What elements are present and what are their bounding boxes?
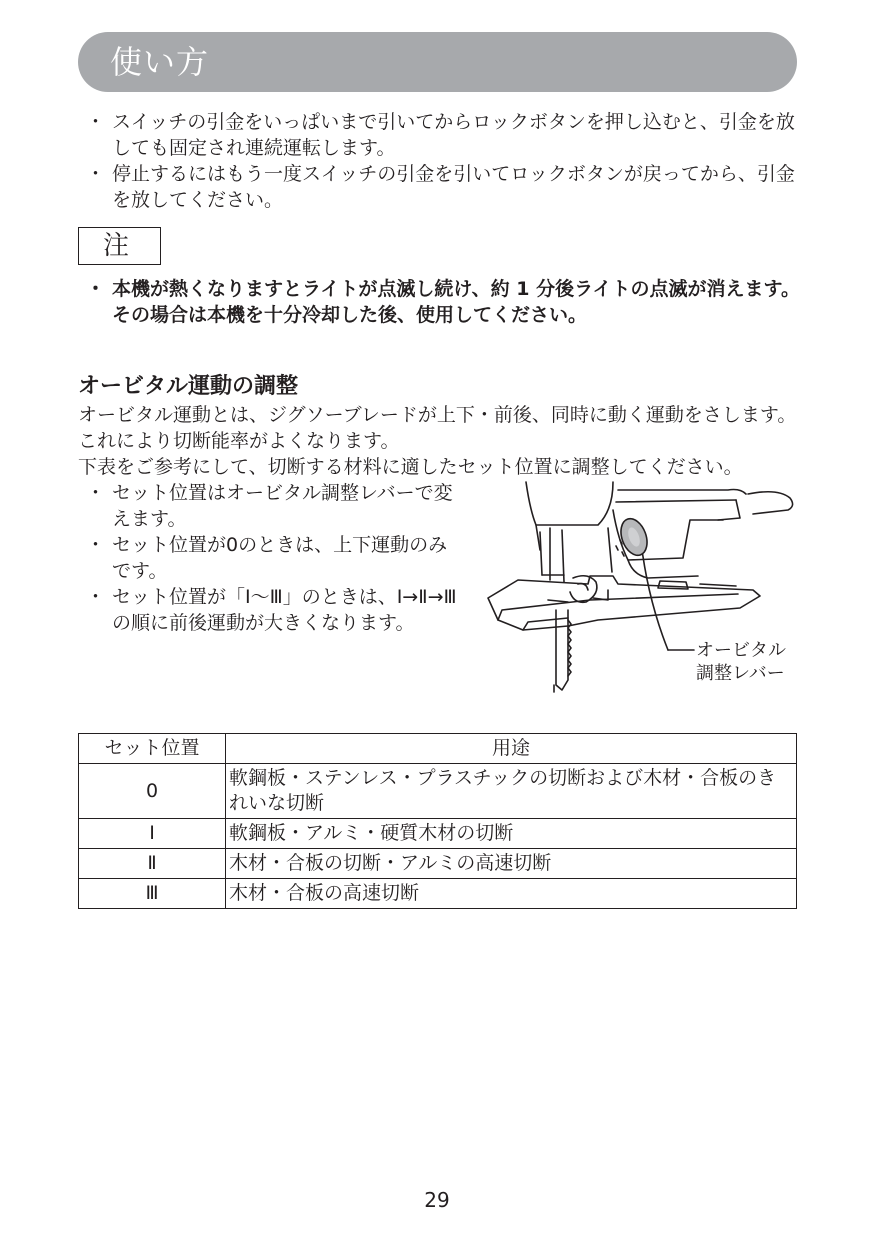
list-item: ・ 停止するにはもう一度スイッチの引金を引いてロックボタンが戻ってから、引金を放してください。	[86, 163, 795, 211]
list-item-text: セット位置が0のときは、上下運動のみです。	[112, 534, 448, 582]
list-item: ・ スイッチの引金をいっぱいまで引いてからロックボタンを押し込むと、引金を放しても固定され連続運転します。	[86, 111, 795, 159]
table-row	[79, 819, 797, 849]
list-item-text: 本機が熱くなりますとライトが点滅し続け、約 1 分後ライトの点滅が消えます。その場合は本機を十分冷却した後、使用してください。	[112, 278, 801, 326]
section-header-bar	[78, 32, 797, 92]
cell-position: 0	[79, 764, 226, 819]
table-header-row	[79, 734, 797, 764]
cell-position: Ⅲ	[79, 879, 226, 909]
cell-usage: 木材・合板の切断・アルミの高速切断	[226, 849, 797, 879]
list-item-text: セット位置が「Ⅰ～Ⅲ」のときは、Ⅰ→Ⅱ→Ⅲの順に前後運動が大きくなります。	[112, 586, 457, 634]
cell-usage: 軟鋼板・アルミ・硬質木材の切断	[226, 819, 797, 849]
table-row	[79, 849, 797, 879]
table-row	[79, 764, 797, 819]
list-item-text: スイッチの引金をいっぱいまで引いてからロックボタンを押し込むと、引金を放しても固定され連続運転します。	[112, 111, 795, 159]
note-bullet-list	[86, 276, 802, 328]
list-item: ・ セット位置はオービタル調整レバーで変えます。	[86, 482, 453, 530]
jigsaw-orbital-lever-illustration	[478, 480, 798, 695]
table-row	[79, 879, 797, 909]
list-item: ・ 本機が熱くなりますとライトが点滅し続け、約 1 分後ライトの点滅が消えます。その場合は本機を十分冷却した後、使用してください。	[86, 278, 801, 326]
column-header-usage: 用途	[226, 734, 797, 764]
list-item-text: セット位置はオービタル調整レバーで変えます。	[112, 482, 453, 530]
diagram-label-line1: オービタル	[696, 640, 786, 661]
list-item: ・ セット位置が0のときは、上下運動のみです。	[86, 534, 448, 582]
note-label: 注	[103, 231, 130, 261]
paragraph: 下表をご参考にして、切断する材料に適したセット位置に調整してください。	[78, 456, 743, 478]
section-body	[78, 402, 803, 480]
page-title: 使い方	[110, 43, 210, 81]
orbital-bullet-list	[86, 480, 466, 636]
cell-position: Ⅱ	[79, 849, 226, 879]
page-number: 29	[424, 1188, 450, 1212]
list-item-text: 停止するにはもう一度スイッチの引金を引いてロックボタンが戻ってから、引金を放してください。	[112, 163, 795, 211]
diagram-label-line2: 調整レバー	[696, 663, 785, 684]
list-item: ・ セット位置が「Ⅰ～Ⅲ」のときは、Ⅰ→Ⅱ→Ⅲの順に前後運動が大きくなります。	[86, 586, 457, 634]
cell-position: Ⅰ	[79, 819, 226, 849]
intro-bullet-list	[86, 109, 802, 213]
note-label-box	[78, 227, 161, 265]
cell-usage: 軟鋼板・ステンレス・プラスチックの切断および木材・合板のきれいな切断	[226, 764, 797, 819]
section-title: オービタル運動の調整	[78, 374, 299, 399]
column-header-position: セット位置	[79, 734, 226, 764]
usage-table	[78, 733, 797, 909]
cell-usage: 木材・合板の高速切断	[226, 879, 797, 909]
paragraph: オービタル運動とは、ジグソーブレードが上下・前後、同時に動く運動をさします。これにより切断能率がよくなります。	[78, 404, 797, 452]
